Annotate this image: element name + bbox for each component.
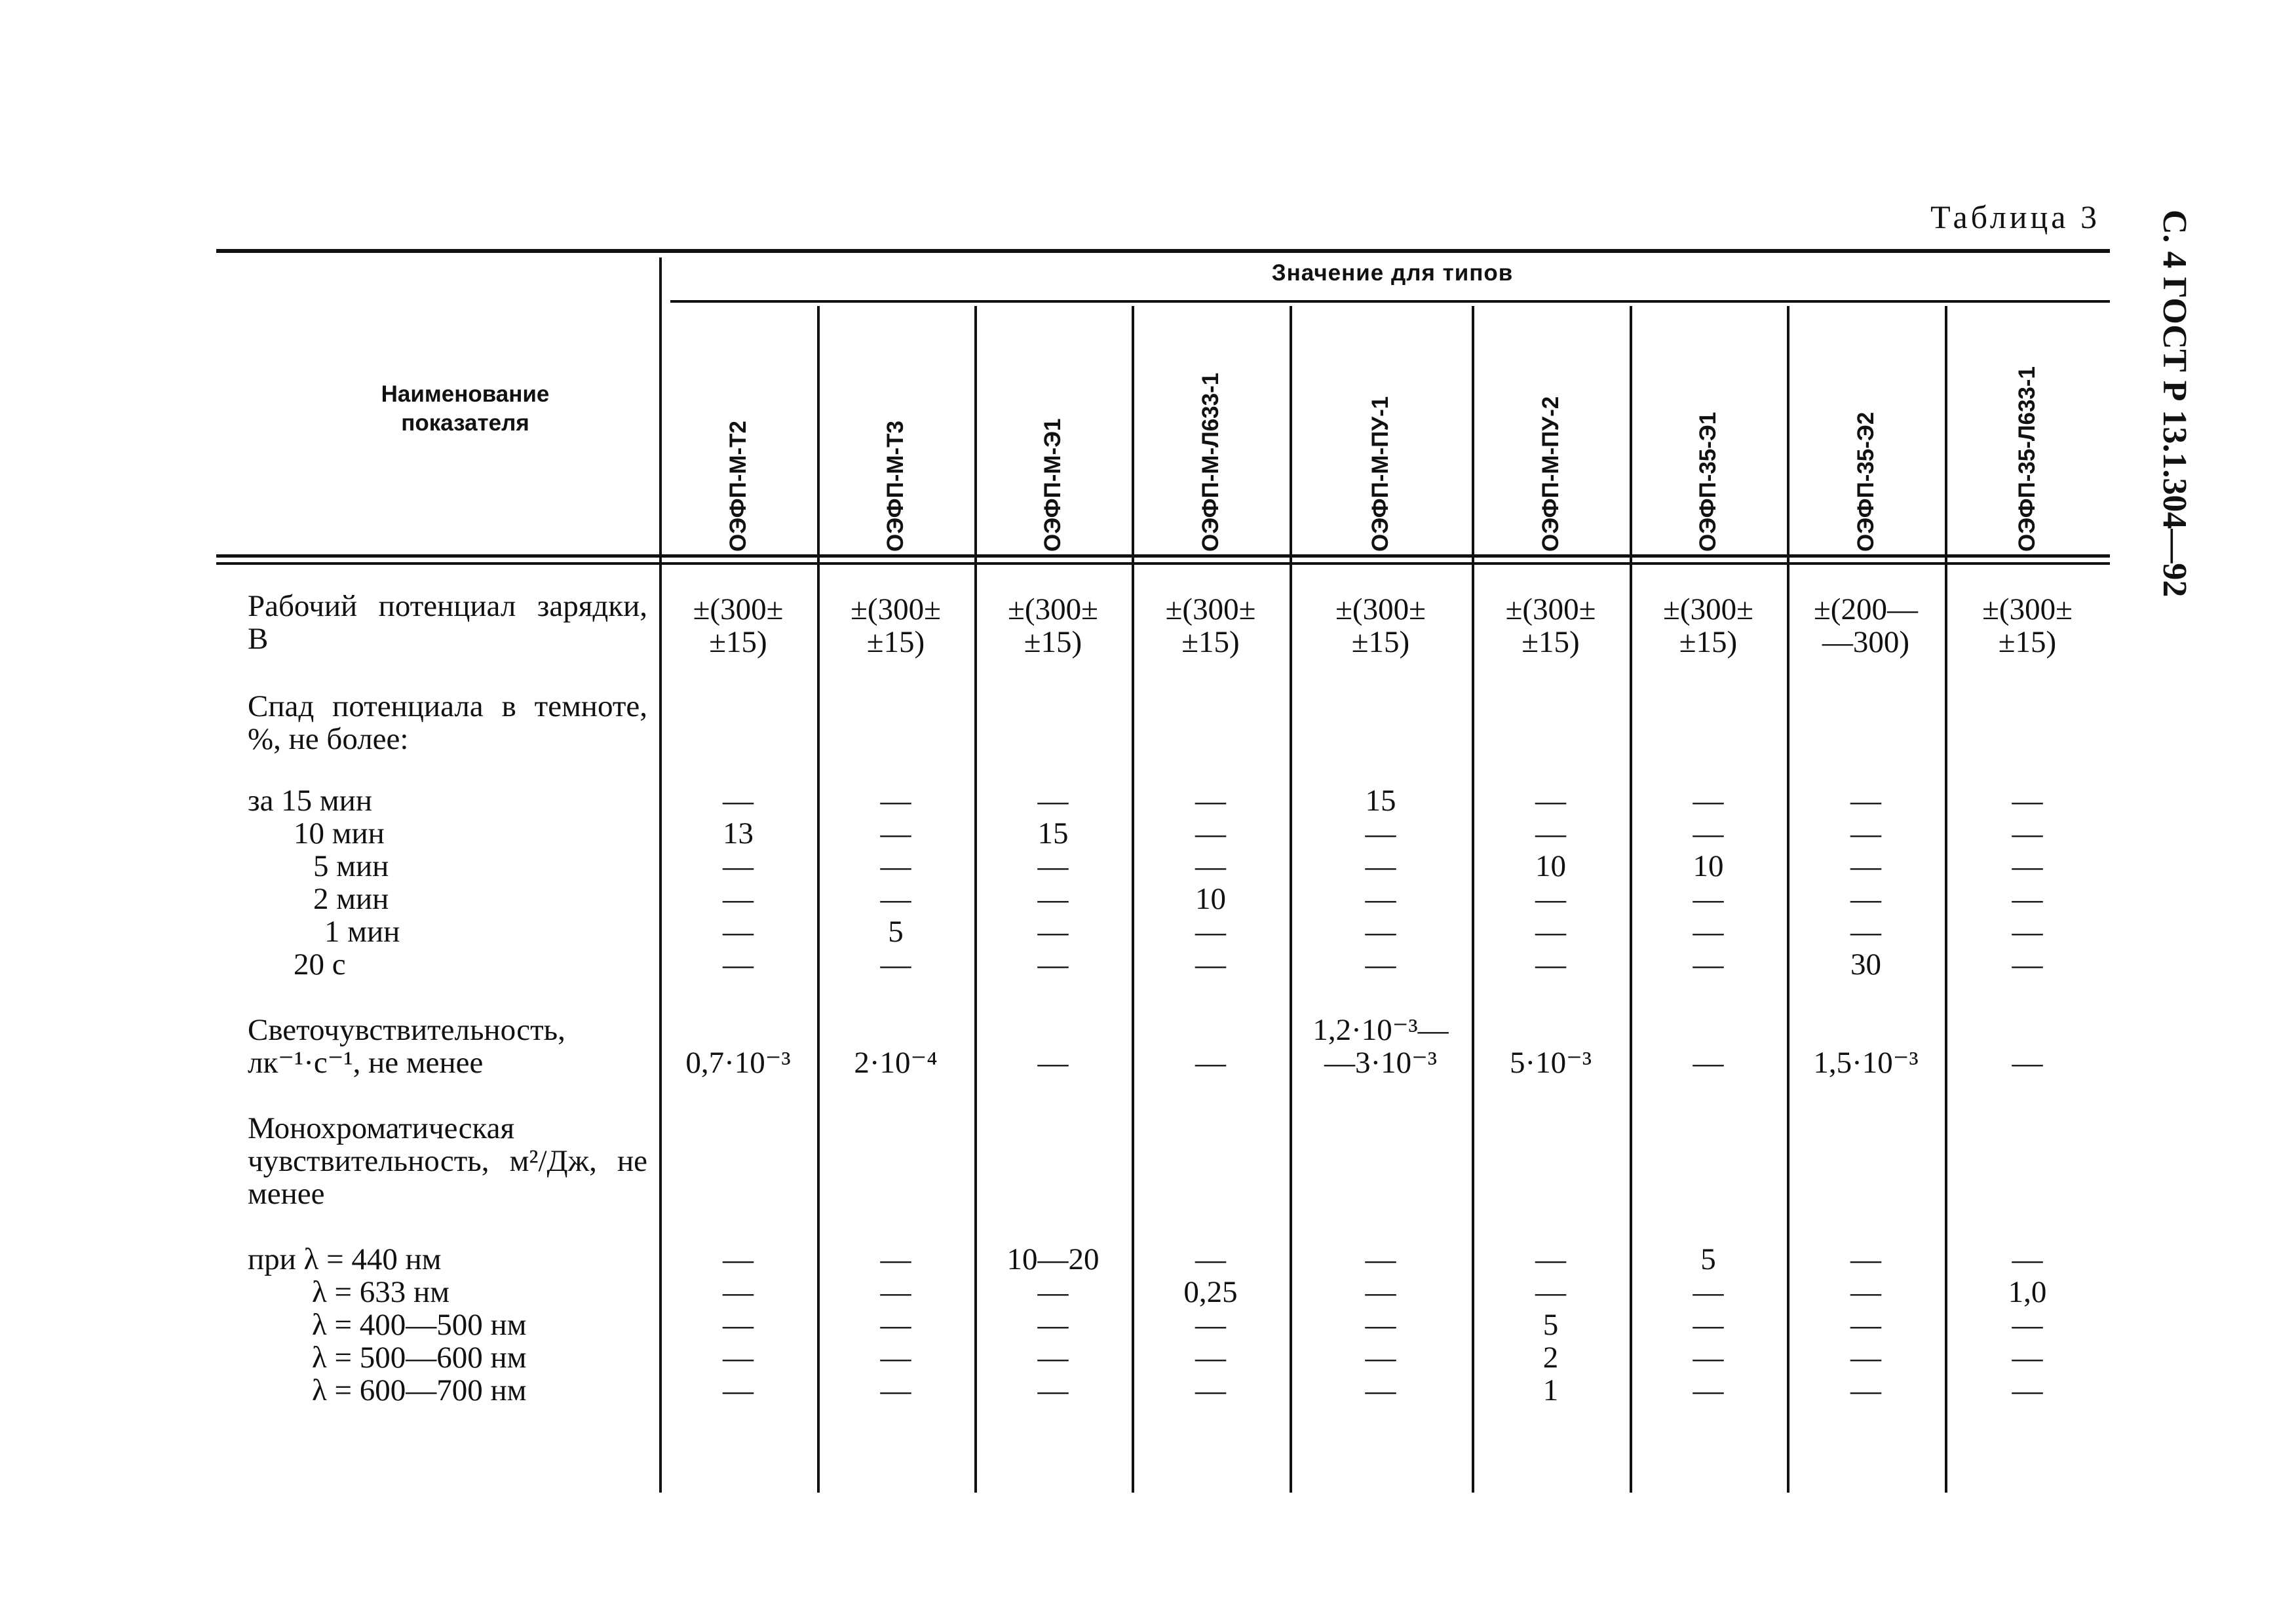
table-cell: 1,5·10⁻³ bbox=[1813, 1046, 1919, 1080]
table-cell: — bbox=[2012, 1242, 2043, 1276]
table-cell: 15 bbox=[1365, 784, 1396, 818]
table-cell: 0,7·10⁻³ bbox=[685, 1046, 791, 1080]
table-cell: — bbox=[1693, 947, 1724, 982]
table-cell: — bbox=[2012, 947, 2043, 982]
table-cell: — bbox=[1850, 1341, 1881, 1375]
table-cell: — bbox=[880, 1308, 911, 1342]
table-cell: — bbox=[880, 947, 911, 982]
decay-sublabel: за 15 мин bbox=[248, 784, 372, 818]
decay-sublabel: 10 мин bbox=[294, 816, 385, 850]
table-cell: — bbox=[2012, 1046, 2043, 1080]
table-cell: — bbox=[2012, 784, 2043, 818]
table-cell: — bbox=[1037, 882, 1069, 916]
table-cell: — bbox=[1535, 915, 1566, 949]
table-cell: ±15) bbox=[709, 625, 767, 659]
table-cell: — bbox=[2012, 849, 2043, 883]
table-cell: — bbox=[880, 1275, 911, 1309]
column-header-3: ОЭФП-М-Э1 bbox=[1040, 418, 1065, 552]
row-label-light: Светочувствительность, лк⁻¹·с⁻¹, не менее bbox=[248, 1013, 565, 1080]
table-cell: ±(300± bbox=[1663, 592, 1753, 626]
table-cell: — bbox=[1195, 1373, 1226, 1407]
table-cell: — bbox=[880, 849, 911, 883]
table-cell: — bbox=[723, 1275, 754, 1309]
table-cell: — bbox=[1850, 1275, 1881, 1309]
table-cell: — bbox=[1365, 816, 1396, 850]
table-cell: — bbox=[1195, 1308, 1226, 1342]
table-cell: 10 bbox=[1535, 849, 1566, 883]
table-cell: — bbox=[723, 915, 754, 949]
column-header-4: ОЭФП-М-Л633-1 bbox=[1197, 372, 1223, 552]
table-cell: — bbox=[1037, 1373, 1069, 1407]
table-cell: — bbox=[1365, 849, 1396, 883]
table-cell: — bbox=[1037, 1046, 1069, 1080]
row-label-mono: Монохроматическая чувствительность, м²/Дж, не менее bbox=[248, 1111, 647, 1211]
table-cell: — bbox=[1850, 816, 1881, 850]
mono-sublabel: при λ = 440 нм bbox=[248, 1242, 442, 1276]
table-cell: 15 bbox=[1037, 816, 1069, 850]
column-divider-8 bbox=[1945, 306, 1947, 1493]
table-cell: — bbox=[1365, 882, 1396, 916]
table-cell: — bbox=[1365, 1308, 1396, 1342]
table-cell: — bbox=[1850, 1373, 1881, 1407]
table-cell: ±(300± bbox=[693, 592, 784, 626]
table-cell: — bbox=[1693, 1341, 1724, 1375]
decay-sublabel: 2 мин bbox=[313, 882, 389, 916]
table-cell: ±(300± bbox=[1982, 592, 2073, 626]
column-header-9: ОЭФП-35-Л633-1 bbox=[2014, 366, 2040, 552]
table-cell: — bbox=[1037, 1341, 1069, 1375]
table-cell: — bbox=[1535, 784, 1566, 818]
table-cell: ±15) bbox=[866, 625, 925, 659]
table-cell: 1,0 bbox=[2008, 1275, 2047, 1309]
table-cell: — bbox=[1535, 882, 1566, 916]
table-cell: ±(300± bbox=[1505, 592, 1596, 626]
table-cell: — bbox=[1693, 1046, 1724, 1080]
table-cell: — bbox=[1195, 947, 1226, 982]
table-cell: 5·10⁻³ bbox=[1509, 1046, 1592, 1080]
table-cell: — bbox=[723, 1341, 754, 1375]
table-caption: Таблица 3 bbox=[1930, 199, 2100, 235]
header-group: Значение для типов bbox=[1271, 260, 1514, 286]
table-cell: —300) bbox=[1822, 625, 1910, 659]
table-cell: — bbox=[1850, 1242, 1881, 1276]
mono-sublabel: λ = 500—600 нм bbox=[312, 1341, 527, 1375]
table-cell: — bbox=[2012, 1308, 2043, 1342]
table-cell: — bbox=[1535, 947, 1566, 982]
table-cell: 2 bbox=[1542, 1341, 1559, 1375]
table-cell: — bbox=[880, 882, 911, 916]
header-rule-2 bbox=[216, 562, 2110, 565]
table-cell: 2·10⁻⁴ bbox=[854, 1046, 938, 1080]
column-divider-4 bbox=[1290, 306, 1292, 1493]
table-cell: — bbox=[1037, 784, 1069, 818]
table-cell: 0,25 bbox=[1183, 1275, 1238, 1309]
table-cell: — bbox=[1365, 1242, 1396, 1276]
table-cell: — bbox=[2012, 1341, 2043, 1375]
table-cell: — bbox=[1535, 1242, 1566, 1276]
table-cell: — bbox=[1365, 915, 1396, 949]
row-label-potential: Рабочий потенциал зарядки, В bbox=[248, 589, 647, 656]
table-cell: ±15) bbox=[1998, 625, 2057, 659]
decay-sublabel: 20 с bbox=[294, 947, 346, 982]
table-cell: — bbox=[1037, 1308, 1069, 1342]
table-cell: —3·10⁻³ bbox=[1324, 1046, 1438, 1080]
decay-sublabel: 5 мин bbox=[313, 849, 389, 883]
column-header-8: ОЭФП-35-Э2 bbox=[1852, 411, 1879, 552]
column-header-5: ОЭФП-М-ПУ-1 bbox=[1368, 396, 1393, 552]
table-cell: ±(300± bbox=[851, 592, 941, 626]
table-cell: — bbox=[880, 1242, 911, 1276]
table-cell: — bbox=[1693, 1373, 1724, 1407]
decay-sublabel: 1 мин bbox=[324, 915, 400, 949]
table-cell: — bbox=[1195, 1341, 1226, 1375]
table-cell: — bbox=[1850, 915, 1881, 949]
table-cell: — bbox=[723, 849, 754, 883]
document-side-title: С. 4 ГОСТ Р 13.1.304—92 bbox=[2156, 210, 2193, 598]
table-cell: — bbox=[1037, 915, 1069, 949]
table-cell: 5 bbox=[1542, 1308, 1559, 1342]
table-cell: ±15) bbox=[1521, 625, 1580, 659]
table-cell: — bbox=[723, 882, 754, 916]
table-cell: — bbox=[1850, 1308, 1881, 1342]
table-cell: ±15) bbox=[1024, 625, 1082, 659]
table-cell: ±(300± bbox=[1335, 592, 1426, 626]
table-cell: — bbox=[723, 947, 754, 982]
table-cell: — bbox=[1693, 784, 1724, 818]
column-header-7: ОЭФП-35-Э1 bbox=[1695, 411, 1721, 552]
column-header-2: ОЭФП-М-Т3 bbox=[883, 420, 908, 552]
table-cell: — bbox=[2012, 915, 2043, 949]
table-cell: — bbox=[880, 1341, 911, 1375]
table-cell: ±(200— bbox=[1814, 592, 1918, 626]
table-cell: — bbox=[1195, 816, 1226, 850]
table-cell: — bbox=[1037, 1275, 1069, 1309]
table-cell: — bbox=[723, 784, 754, 818]
table-cell: — bbox=[1195, 1046, 1226, 1080]
table-cell: 13 bbox=[723, 816, 754, 850]
table-cell: — bbox=[1037, 849, 1069, 883]
table-cell: — bbox=[880, 1373, 911, 1407]
mono-sublabel: λ = 400—500 нм bbox=[312, 1308, 527, 1342]
table-cell: — bbox=[1365, 947, 1396, 982]
table-cell: — bbox=[1850, 784, 1881, 818]
table-cell: — bbox=[1365, 1373, 1396, 1407]
table-cell: — bbox=[723, 1373, 754, 1407]
table-cell: — bbox=[1195, 849, 1226, 883]
table-cell: 1 bbox=[1542, 1373, 1559, 1407]
table-cell: ±15) bbox=[1351, 625, 1410, 659]
table-cell: ±(300± bbox=[1008, 592, 1098, 626]
table-cell: — bbox=[880, 816, 911, 850]
table-cell: — bbox=[723, 1308, 754, 1342]
table-cell: 5 bbox=[888, 915, 904, 949]
table-cell: ±15) bbox=[1181, 625, 1240, 659]
table-cell: 10 bbox=[1693, 849, 1724, 883]
table-cell: 30 bbox=[1850, 947, 1881, 982]
top-rule bbox=[216, 249, 2110, 253]
table-cell: — bbox=[880, 784, 911, 818]
table-cell: — bbox=[1195, 1242, 1226, 1276]
mono-sublabel: λ = 633 нм bbox=[312, 1275, 450, 1309]
table-cell: — bbox=[1693, 1308, 1724, 1342]
table-cell: — bbox=[2012, 1373, 2043, 1407]
table-cell: — bbox=[1693, 816, 1724, 850]
table-cell: 10 bbox=[1195, 882, 1226, 916]
table-cell: — bbox=[1850, 849, 1881, 883]
table-cell: 1,2·10⁻³— bbox=[1312, 1013, 1449, 1047]
table-cell: — bbox=[1535, 816, 1566, 850]
header-name-column: Наименование показателя bbox=[381, 381, 550, 436]
table-cell: — bbox=[1535, 1275, 1566, 1309]
table-cell: ±15) bbox=[1679, 625, 1738, 659]
table-cell: — bbox=[1195, 784, 1226, 818]
column-header-6: ОЭФП-М-ПУ-2 bbox=[1537, 396, 1563, 552]
table-cell: — bbox=[1037, 947, 1069, 982]
table-cell: — bbox=[2012, 816, 2043, 850]
header-rule-1 bbox=[216, 554, 2110, 558]
table-cell: 5 bbox=[1700, 1242, 1716, 1276]
table-cell: — bbox=[1365, 1275, 1396, 1309]
table-cell: — bbox=[2012, 882, 2043, 916]
mono-sublabel: λ = 600—700 нм bbox=[312, 1373, 527, 1407]
table-cell: — bbox=[1365, 1341, 1396, 1375]
table-cell: 10—20 bbox=[1006, 1242, 1100, 1276]
table-cell: — bbox=[723, 1242, 754, 1276]
table-cell: — bbox=[1693, 1275, 1724, 1309]
table-cell: — bbox=[1195, 915, 1226, 949]
table-cell: ±(300± bbox=[1165, 592, 1256, 626]
row-label-decay: Спад потенциала в темноте, %, не более: bbox=[248, 689, 647, 756]
column-header-1: ОЭФП-М-Т2 bbox=[725, 420, 751, 552]
table-cell: — bbox=[1850, 882, 1881, 916]
table-cell: — bbox=[1693, 915, 1724, 949]
table-cell: — bbox=[1693, 882, 1724, 916]
